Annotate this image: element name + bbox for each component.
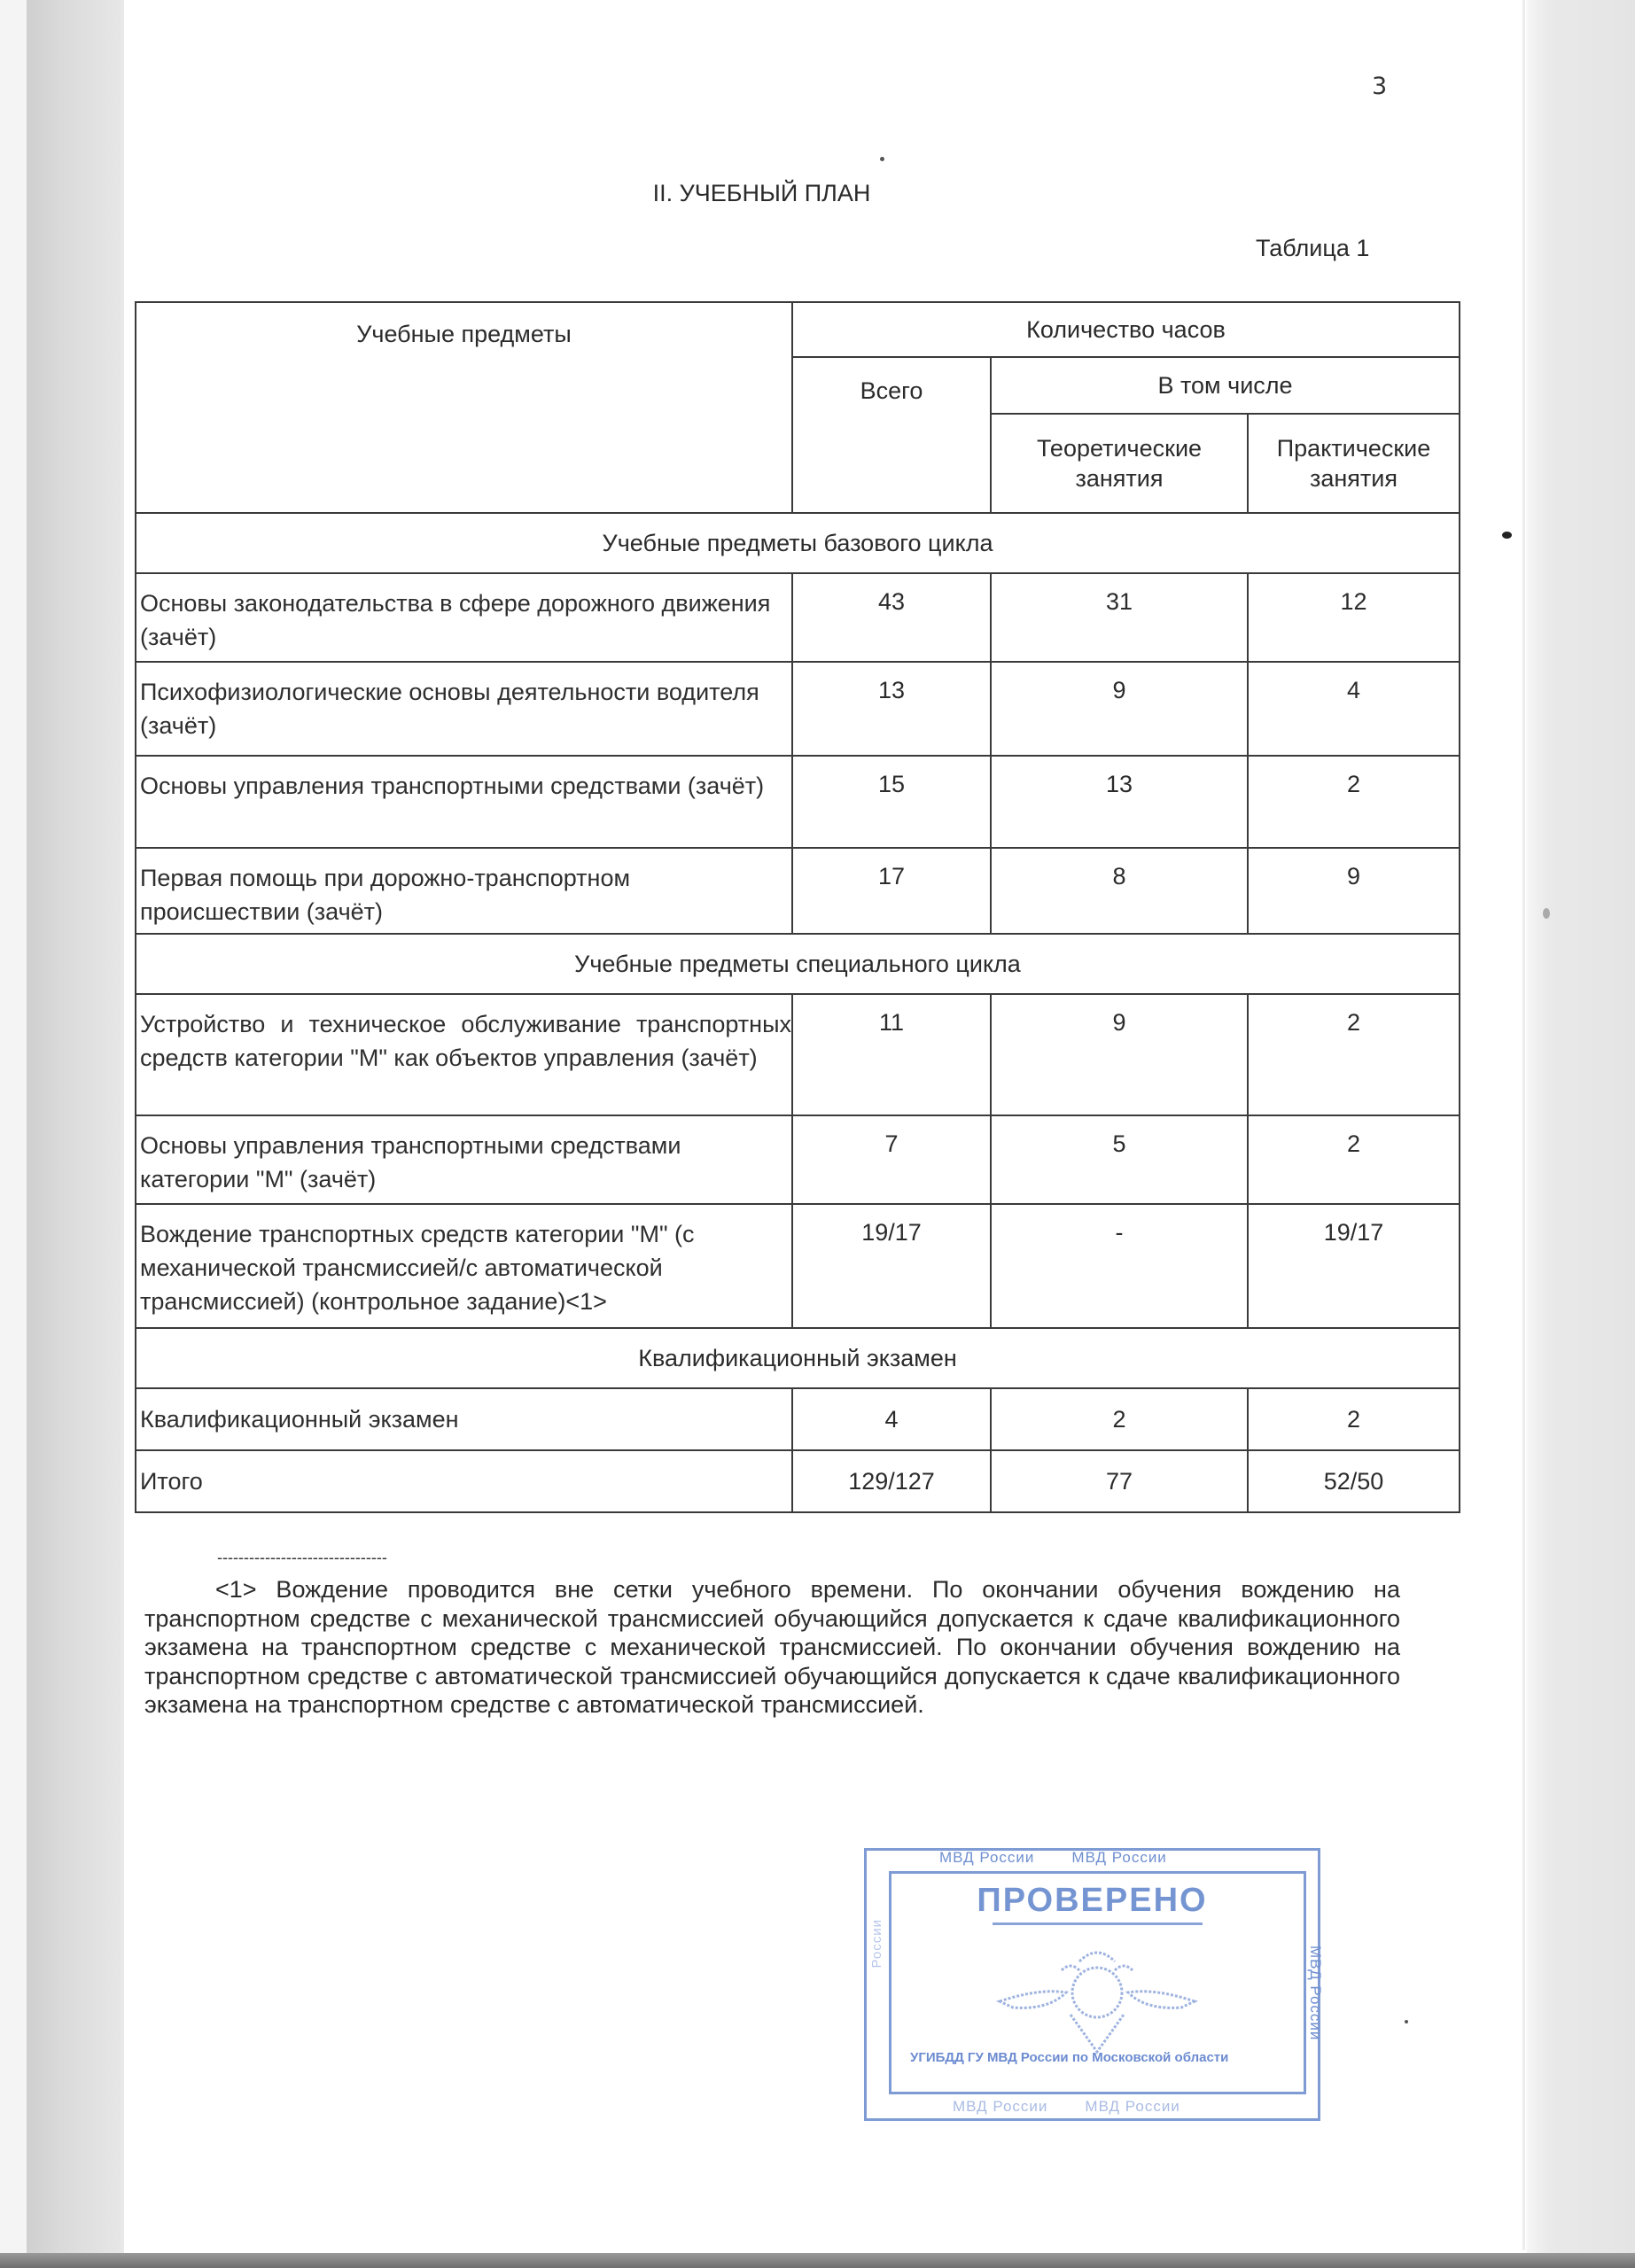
header-subjects: Учебные предметы <box>136 302 792 513</box>
page-edge-right <box>1522 0 1525 2250</box>
header-total: Всего <box>792 357 991 513</box>
totals-label: Итого <box>136 1450 792 1512</box>
practice-cell: 2 <box>1248 1115 1460 1204</box>
totals-total: 129/127 <box>792 1450 991 1512</box>
section-heading-special: Учебные предметы специального цикла <box>136 934 1460 994</box>
stamp-left-text: России <box>869 1919 884 1969</box>
practice-cell: 12 <box>1248 573 1460 662</box>
total-cell: 11 <box>792 994 991 1115</box>
curriculum-table <box>135 301 1460 1513</box>
header-practical: Практические занятия <box>1248 414 1460 513</box>
total-cell: 7 <box>792 1115 991 1204</box>
stamp-top-left: МВД России <box>939 1849 1035 1866</box>
ink-speck <box>1405 2020 1408 2023</box>
section-title <box>0 180 1635 207</box>
stamp-organization: УГИБДД ГУ МВД России по Московской области <box>910 2050 1229 2065</box>
table-row <box>136 1204 1460 1328</box>
ink-speck <box>880 157 884 161</box>
table-row <box>136 1388 1460 1450</box>
theory-cell: 2 <box>991 1388 1248 1450</box>
table-row <box>136 756 1460 848</box>
practice-cell: 2 <box>1248 756 1460 848</box>
theory-cell: 13 <box>991 756 1248 848</box>
eagle-emblem-icon <box>995 1944 1199 2054</box>
practice-cell: 2 <box>1248 994 1460 1115</box>
practice-cell: 4 <box>1248 662 1460 756</box>
total-cell: 15 <box>792 756 991 848</box>
total-cell: 19/17 <box>792 1204 991 1328</box>
stamp-top-right: МВД России <box>1071 1849 1167 1866</box>
footnote-separator: -------------------------------- <box>217 1549 387 1566</box>
stamp-bottom-right: МВД России <box>1085 2098 1180 2115</box>
stamp-bottom-left: МВД России <box>953 2098 1048 2115</box>
table-row <box>136 994 1460 1115</box>
ink-speck <box>1502 532 1512 539</box>
header-including: В том числе <box>991 357 1460 414</box>
stamp-right-text: МВД России <box>1307 1946 1324 2041</box>
subject-cell: Первая помощь при дорожно-транспортном происшествии (зачёт) <box>136 848 792 934</box>
subject-cell: Вождение транспортных средств категории "M" (с механической трансмиссией/с автоматической трансмиссией) (контрольное задание)<1> <box>136 1204 792 1328</box>
table-caption: Таблица 1 <box>1256 235 1370 261</box>
table-row <box>136 1115 1460 1204</box>
theory-cell: 9 <box>991 994 1248 1115</box>
section-heading-basic: Учебные предметы базового цикла <box>136 513 1460 573</box>
stamp-underline <box>993 1922 1203 1925</box>
page-number: 3 <box>1372 73 1388 100</box>
theory-cell: 8 <box>991 848 1248 934</box>
totals-theory: 77 <box>991 1450 1248 1512</box>
theory-cell: - <box>991 1204 1248 1328</box>
section-heading-exam: Квалификационный экзамен <box>136 1328 1460 1388</box>
paper-stack-right <box>1526 0 1635 2268</box>
ink-speck <box>1543 908 1550 919</box>
paper-stack-bottom <box>0 2253 1635 2268</box>
total-cell: 17 <box>792 848 991 934</box>
total-cell: 13 <box>792 662 991 756</box>
theory-cell: 5 <box>991 1115 1248 1204</box>
total-cell: 4 <box>792 1388 991 1450</box>
section-title-text: II. УЧЕБНЫЙ ПЛАН <box>652 180 871 206</box>
totals-row <box>136 1450 1460 1512</box>
subject-cell: Основы управления транспортными средствами (зачёт) <box>136 756 792 848</box>
theory-cell: 31 <box>991 573 1248 662</box>
footnote-text: <1> Вождение проводится вне сетки учебного времени. По окончании обучения вождению на транспортном средстве с механической трансмиссией обучающийся допускается к сдаче квалификационного экзамена на транспортном средстве с механической трансмиссией. По окончании обучения вождению на транспортном средстве с автоматической трансмиссией обучающийся допускается к сдаче квалификационного экзамена на транспортном средстве с автоматической трансмиссией. <box>144 1576 1400 1718</box>
subject-cell: Психофизиологические основы деятельности водителя (зачёт) <box>136 662 792 756</box>
subject-cell: Основы управления транспортными средствами категории "M" (зачёт) <box>136 1115 792 1204</box>
theory-cell: 9 <box>991 662 1248 756</box>
scan-left-margin <box>0 0 27 2268</box>
table-row <box>136 573 1460 662</box>
practice-cell: 9 <box>1248 848 1460 934</box>
stamp-top-text <box>939 1849 1167 1867</box>
practice-cell: 19/17 <box>1248 1204 1460 1328</box>
table-row <box>136 662 1460 756</box>
subject-cell: Квалификационный экзамен <box>136 1388 792 1450</box>
totals-practice: 52/50 <box>1248 1450 1460 1512</box>
total-cell: 43 <box>792 573 991 662</box>
verification-stamp <box>864 1848 1324 2121</box>
subject-cell: Устройство и техническое обслуживание транспортных средств категории "M" как объектов управления (зачёт) <box>136 994 792 1115</box>
stamp-checked-label: ПРОВЕРЕНО <box>977 1882 1208 1919</box>
header-hours: Количество часов <box>792 302 1460 357</box>
subject-cell: Основы законодательства в сфере дорожного движения (зачёт) <box>136 573 792 662</box>
header-theoretical: Теоретические занятия <box>991 414 1248 513</box>
stamp-bottom-text <box>953 2098 1180 2116</box>
table-row <box>136 848 1460 934</box>
practice-cell: 2 <box>1248 1388 1460 1450</box>
